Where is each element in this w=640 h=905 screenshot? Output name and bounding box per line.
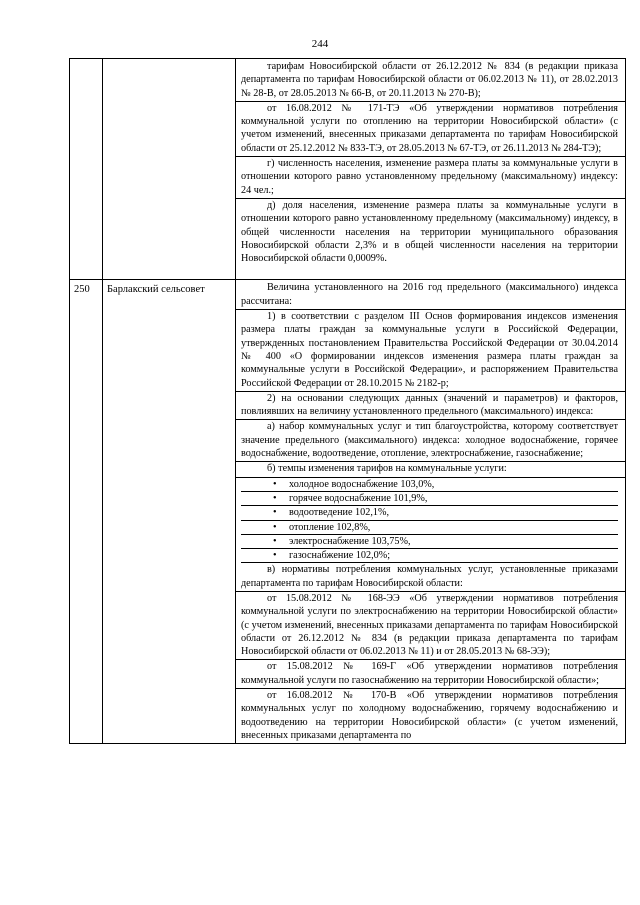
row-content-cell: [236, 280, 626, 744]
content-paragraph: 1) в соответствии с разделом III Основ формирования индексов изменения размера платы граждан за коммунальные услуги в Российской Федерации, утвержденных постановлением Правительства Российской Федерации от 30.04.2014 № 400 «О формировании индексов изменения размера платы граждан за коммунальные услуги в Российской Федерации», и распоряжением Правительства Российской Федерации от 28.10.2015 № 2182-р;: [236, 310, 625, 392]
content-paragraph: б) темпы изменения тарифов на коммунальные услуги:: [236, 462, 625, 477]
content-paragraph: Величина установленного на 2016 год предельного (максимального) индекса рассчитана:: [236, 280, 625, 310]
content-paragraph: от 15.08.2012 № 168-ЭЭ «Об утверждении нормативов потребления коммунальной услуги по электроснабжению на территории Новосибирской области» (с учетом изменений, внесенных приказами департамента по тарифам Новосибирской области от 26.12.2012 № 834 (в редакции приказа департамента по тарифам Новосибирской области от 06.02.2013 № 11) и от 28.05.2013 № 68-ЭЭ);: [236, 592, 625, 660]
page-number: 244: [311, 38, 329, 50]
tariff-table: [69, 58, 626, 744]
content-paragraph: от 16.08.2012 № 171-ТЭ «Об утверждении нормативов потребления коммунальной услуги по отоплению на территории Новосибирской области» (с учетом изменений, внесенных приказами департамента по тарифам Новосибирской области от 25.12.2012 № 833-ТЭ, от 28.05.2013 № 67-ТЭ, от 26.11.2013 № 284-ТЭ);: [236, 102, 625, 157]
list-item: • холодное водоснабжение 103,0%,: [241, 478, 618, 492]
list-item: • отопление 102,8%,: [241, 521, 618, 535]
municipality-name-cell: [103, 59, 236, 280]
table-row: [70, 59, 626, 280]
row-number-cell: 250: [70, 280, 103, 744]
content-paragraph: от 15.08.2012 № 169-Г «Об утверждении нормативов потребления коммунальной услуги по газоснабжению на территории Новосибирской области»;: [236, 660, 625, 689]
content-paragraph: тарифам Новосибирской области от 26.12.2012 № 834 (в редакции приказа департамента по тарифам Новосибирской области от 06.02.2013 № 11), от 28.02.2013 № 28-В, от 28.05.2013 № 66-В, от 20.11.2013 № 270-В);: [236, 59, 625, 102]
table-row: [70, 280, 626, 744]
content-paragraph: г) численность населения, изменение размера платы за коммунальные услуги в отношении которого равно установленному предельному (максимальному) индексу: 24 чел.;: [236, 157, 625, 199]
row-content-cell: [236, 59, 626, 280]
row-number-cell: [70, 59, 103, 280]
content-paragraph: д) доля населения, изменение размера платы за коммунальные услуги в отношении которого равно установленному предельному (максимальному) индексу, в общей численности населения на территории муниципального образования Новосибирской области 2,3% и в общей численности населения на территории Новосибирской области 0,0009%.: [241, 199, 618, 265]
content-paragraph: в) нормативы потребления коммунальных услуг, установленные приказами департамента по тарифам Новосибирской области:: [236, 563, 625, 592]
content-paragraph: от 16.08.2012 № 170-В «Об утверждении нормативов потребления коммунальных услуг по холодному водоснабжению, горячему водоснабжению и водоотведению на территории Новосибирской области» (с учетом изменений, внесенных приказами департамента по: [241, 690, 618, 741]
list-item: • газоснабжение 102,0%;: [241, 549, 618, 563]
list-item: • электроснабжение 103,75%,: [241, 535, 618, 549]
content-paragraph: 2) на основании следующих данных (значений и параметров) и факторов, повлиявших на величину установленного предельного (максимального) индекса:: [236, 392, 625, 421]
content-paragraph: а) набор коммунальных услуг и тип благоустройства, которому соответствует значение предельного (максимального) индекса: холодное водоснабжение, горячее водоснабжение, водоотведение, отопление, электроснабжение, газоснабжение;: [236, 420, 625, 462]
municipality-name-cell: Барлакский сельсовет: [103, 280, 236, 744]
list-item: • водоотведение 102,1%,: [241, 506, 618, 520]
list-item: • горячее водоснабжение 101,9%,: [241, 492, 618, 506]
tariff-rate-list: [236, 478, 625, 564]
